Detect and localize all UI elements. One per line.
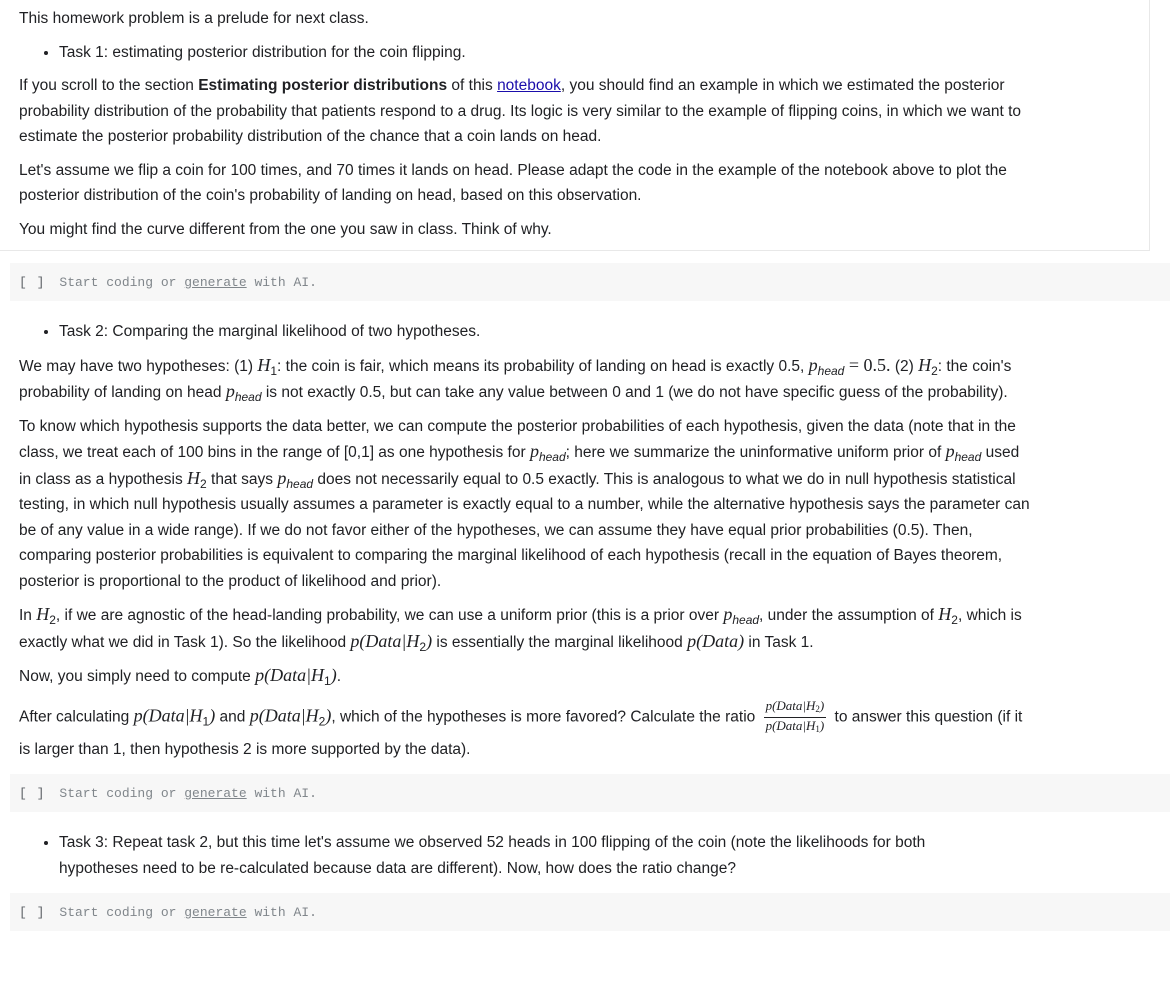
intro-text: This homework problem is a prelude for next class. — [19, 10, 369, 27]
notebook-link[interactable]: notebook — [497, 77, 561, 94]
markdown-cell-task3 — [0, 824, 1170, 881]
markdown-cell-task2 — [0, 313, 1170, 762]
run-cell-button[interactable]: [ ] — [19, 274, 46, 290]
run-cell-button[interactable]: [ ] — [19, 904, 46, 920]
code-cell-2[interactable] — [10, 774, 1170, 812]
task1-paragraph-3: You might find the curve different from the one you saw in class. Think of why. — [19, 220, 552, 238]
task2-list — [19, 319, 1170, 345]
code-cell-3[interactable] — [10, 893, 1170, 931]
task2-paragraph-5: After calculating $p(Data|H_1)$ and $p(Data|H_2)$, which of the hypotheses is more favored? Calculate the ratio $\frac{p(Data|H_2)}{p(Data|H_1)}$ to answer this question (if it is larger than 1, then hypothesis 2 is more supported by the data). — [19, 697, 1023, 758]
run-cell-button[interactable]: [ ] — [19, 785, 46, 801]
task1-list — [19, 40, 1149, 66]
task2-bullet: • Task 2: Comparing the marginal likelihood of two hypotheses. — [59, 319, 994, 345]
ratio-fraction: $\frac{p(Data|H_2)}{p(Data|H_1)}$ — [765, 697, 825, 734]
task3-list — [19, 830, 1170, 881]
code-cell-1[interactable] — [10, 263, 1170, 301]
task2-paragraph-1: We may have two hypotheses: (1) $H_1$: the coin is fair, which means its probability of landing on head is exactly 0.5, $p_{head} = 0.5$. (2) $H_2$: the coin's probability of landing on head $p_{head}$ is not exactly 0.5, but can take any value between 0 and 1 (we do not have specific guess of the probability). — [19, 354, 1012, 404]
task2-paragraph-4: Now, you simply need to compute $p(Data|H_1)$. — [19, 665, 342, 688]
code-placeholder: Start coding or generate with AI. — [59, 274, 317, 290]
generate-link[interactable]: generate — [184, 904, 247, 920]
code-placeholder: Start coding or generate with AI. — [59, 904, 317, 920]
code-placeholder: Start coding or generate with AI. — [59, 785, 317, 801]
task1-paragraph-1: If you scroll to the section Estimating posterior distributions of this notebook, you should find an example in which we estimated the posterior probability distribution of the probability that patients respond to a drug. Its logic is very similar to the example of flipping coins, in which we want to estimate the posterior probability distribution of the chance that a coin lands on head. — [19, 77, 1021, 145]
section-name: Estimating posterior distributions — [198, 77, 448, 94]
task1-paragraph-2: Let's assume we flip a coin for 100 times, and 70 times it lands on head. Please adapt the code in the example of the notebook above to plot the posterior distribution of the coin's probability of landing on head, based on this observation. — [19, 161, 1007, 204]
generate-link[interactable]: generate — [184, 785, 247, 801]
markdown-cell-task1 — [0, 0, 1150, 251]
task3-bullet: • Task 3: Repeat task 2, but this time let's assume we observed 52 heads in 100 flipping of the coin (note the likelihoods for both hypotheses need to be re-calculated because data are different). Now, how does the ratio change? — [59, 830, 994, 881]
task2-paragraph-3: In $H_2$, if we are agnostic of the head-landing probability, we can use a uniform prior (this is a prior over $p_{head}$, under the assumption of $H_2$, which is exactly what we did in Task 1). So the likelihood $p(Data|H_2)$ is essentially the marginal likelihood p(Data) in Task 1. — [19, 604, 1022, 654]
generate-link[interactable]: generate — [184, 274, 247, 290]
task2-paragraph-2: To know which hypothesis supports the data better, we can compute the posterior probabilities of each hypothesis, given the data (note that in the class, we treat each of 100 bins in the range of [0,1] as one hypothesis for $p_{head}$; here we summarize the uninformative uniform prior of $p_{head}$ used in class as a hypothesis $H_2$ that says $p_{head}$ does not necessarily equal to 0.5 exactly. This is analogous to what we do in null hypothesis statistical testing, in which null hypothesis usually assumes a parameter is exactly equal to a number, while the alternative hypothesis says the parameter can be of any value in a wide range). If we do not favor either of the hypotheses, we can assume they have equal prior probabilities (0.5). Then, comparing posterior probabilities is equivalent to comparing the marginal likelihood of each hypothesis (recall in the equation of Bayes theorem, posterior is proportional to the product of likelihood and prior). — [19, 417, 1030, 590]
task1-bullet: • Task 1: estimating posterior distribution for the coin flipping. — [59, 40, 994, 66]
